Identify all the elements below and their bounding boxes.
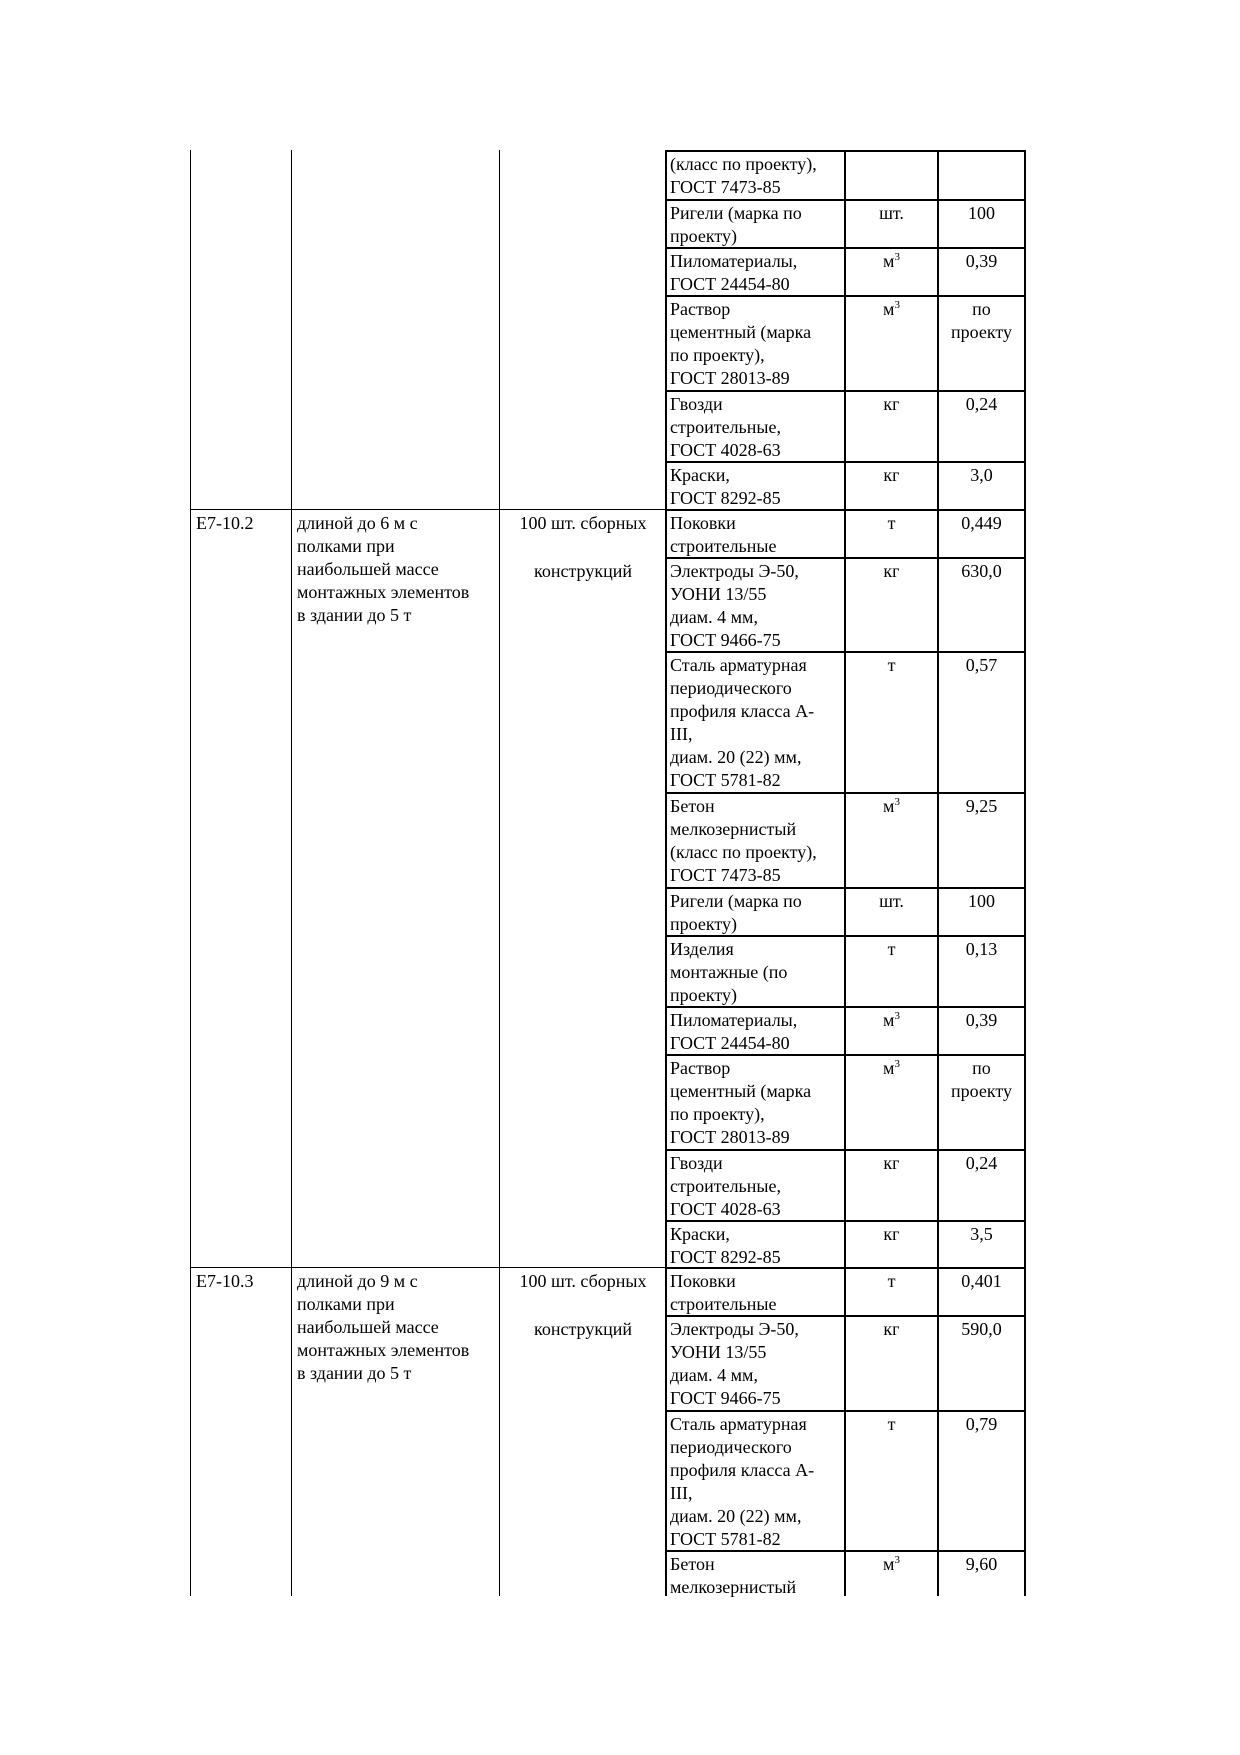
column-border [291,150,292,1596]
grid-row-border [665,150,1026,152]
value-cell: 630,0 [961,561,1002,581]
unit-cell [846,1057,937,1080]
unit-cell: кг [883,394,900,414]
value-cell: 0,449 [961,513,1002,533]
unit-text: м [883,299,895,319]
unit-cell: шт. [879,891,904,911]
column-border [499,150,500,1596]
unit-cell [846,1553,937,1576]
material-cell: Пиломатериалы, ГОСТ 24454-80 [670,1010,798,1053]
material-cell: Электроды Э-50, УОНИ 13/55 диам. 4 мм, ГОСТ 9466-75 [670,1319,799,1408]
unit-text: м [883,251,895,271]
value-cell: по проекту [951,299,1012,342]
unit-exponent: 3 [894,251,900,263]
material-cell: Пиломатериалы, ГОСТ 24454-80 [670,251,798,294]
grid-row-border [665,1149,1026,1151]
value-cell: 3,5 [970,1224,993,1244]
value-cell: 0,57 [965,655,998,675]
material-cell: Гвозди строительные, ГОСТ 4028-63 [670,394,781,460]
material-cell: Краски, ГОСТ 8292-85 [670,465,781,508]
unit-cell: т [887,939,896,959]
value-cell: 9,25 [965,796,998,816]
unit-cell [846,795,937,818]
section-description: длиной до 9 м с полками при наибольшей массе монтажных элементов в здании до 5 т [297,1271,470,1383]
section-code: Е7-10.3 [196,1271,254,1291]
value-cell: 590,0 [961,1319,1002,1339]
material-cell: Раствор цементный (марка по проекту), ГОСТ 28013-89 [670,299,812,388]
material-cell: Изделия монтажные (по проекту) [670,939,788,1005]
value-cell: 9,60 [965,1554,998,1574]
unit-cell: кг [883,1319,900,1339]
grid-row-border [665,199,1026,201]
value-cell: 0,24 [965,1153,998,1173]
unit-cell: т [887,1414,896,1434]
section-measure-line2: конструкций [534,1319,632,1339]
unit-cell: шт. [879,203,904,223]
material-cell: Ригели (марка по проекту) [670,203,802,246]
value-cell: по проекту [951,1058,1012,1101]
value-cell: 0,401 [961,1271,1002,1291]
material-cell: Сталь арматурная периодического профиля класса А- III, диам. 20 (22) мм, ГОСТ 5781-82 [670,1414,815,1549]
value-cell: 3,0 [970,465,993,485]
unit-exponent: 3 [894,1058,900,1070]
unit-text: м [883,1554,895,1574]
unit-exponent: 3 [894,796,900,808]
material-cell: Сталь арматурная периодического профиля класса А- III, диам. 20 (22) мм, ГОСТ 5781-82 [670,655,815,790]
section-description: длиной до 6 м с полками при наибольшей массе монтажных элементов в здании до 5 т [297,513,470,625]
grid-column-border [665,150,667,1596]
grid-column-border [937,150,939,1596]
material-cell: Бетон мелкозернистый [670,1554,797,1597]
unit-text: м [883,1010,895,1030]
section-measure-line1: 100 шт. сборных [519,513,647,533]
value-cell: 100 [968,891,995,911]
unit-text: м [883,1058,895,1078]
column-border [190,150,191,1596]
unit-cell [846,298,937,321]
value-cell: 100 [968,203,995,223]
unit-cell: кг [883,561,900,581]
section-measure-line1: 100 шт. сборных [519,1271,647,1291]
unit-cell [846,250,937,273]
grid-column-border [844,150,846,1596]
unit-cell: т [887,513,896,533]
unit-text: м [883,796,895,816]
material-cell: Поковки строительные [670,1271,777,1314]
unit-exponent: 3 [894,1010,900,1022]
material-cell: Ригели (марка по проекту) [670,891,802,934]
material-cell: (класс по проекту), ГОСТ 7473-85 [670,154,817,197]
value-cell: 0,24 [965,394,998,414]
unit-cell: т [887,655,896,675]
grid-column-border [1024,150,1026,1596]
value-cell: 0,79 [965,1414,998,1434]
unit-cell: кг [883,1153,900,1173]
value-cell: 0,39 [965,251,998,271]
unit-cell: кг [883,465,900,485]
material-cell: Раствор цементный (марка по проекту), ГОСТ 28013-89 [670,1058,812,1147]
material-cell: Бетон мелкозернистый (класс по проекту), ГОСТ 7473-85 [670,796,817,885]
section-code: Е7-10.2 [196,513,254,533]
value-cell: 0,13 [965,939,998,959]
value-cell: 0,39 [965,1010,998,1030]
section-measure-line2: конструкций [534,561,632,581]
material-cell: Гвозди строительные, ГОСТ 4028-63 [670,1153,781,1219]
unit-cell: кг [883,1224,900,1244]
unit-cell [846,1009,937,1032]
grid-row-border [665,887,1026,889]
material-cell: Электроды Э-50, УОНИ 13/55 диам. 4 мм, ГОСТ 9466-75 [670,561,799,650]
grid-row-border [665,390,1026,392]
unit-cell: т [887,1271,896,1291]
material-cell: Поковки строительные [670,513,777,556]
unit-exponent: 3 [894,299,900,311]
grid-row-border [665,792,1026,794]
grid-row-border [665,1410,1026,1412]
unit-exponent: 3 [894,1554,900,1566]
material-cell: Краски, ГОСТ 8292-85 [670,1224,781,1267]
